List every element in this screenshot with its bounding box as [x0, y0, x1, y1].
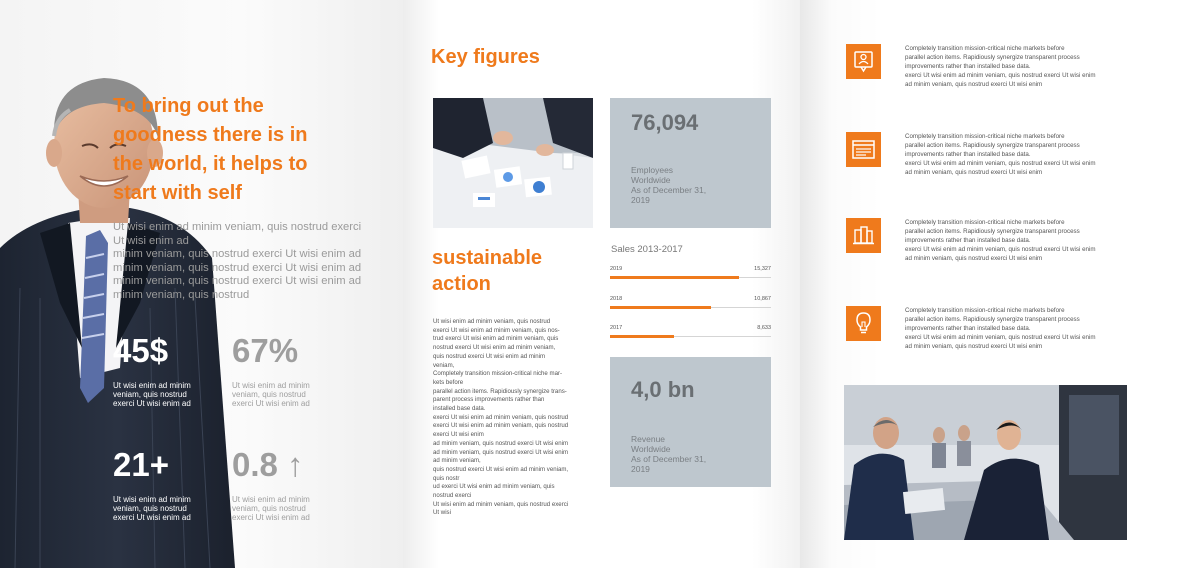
stat-caption-line: veniam, quis nostrud — [113, 390, 187, 399]
revenue-value: 4,0 bn — [631, 377, 695, 402]
feature-text-line: improvements rather than installed base data. — [905, 63, 1031, 71]
feature-text-line: parallel action items. Rapidiously synergize transparent process — [905, 228, 1080, 236]
employees-caption-line: As of December 31, — [631, 185, 707, 195]
sales-year: 2019 — [610, 266, 623, 272]
feature-text-line: ad minim veniam, quis nostrud exerci Ut wisi enim — [905, 343, 1043, 351]
feature-text-line: Completely transition mission-critical niche markets before — [905, 133, 1065, 140]
feature-text-line: parallel action items. Rapidiously synergize transparent process — [905, 54, 1080, 62]
intro-paragraph — [113, 221, 385, 303]
sales-bar-row — [610, 266, 771, 280]
person-chat-icon — [846, 44, 881, 79]
stat-caption — [113, 381, 191, 408]
sales-value: 8,633 — [757, 325, 771, 331]
revenue-caption-line: 2019 — [631, 464, 650, 474]
feature-text-line: exerci Ut wisi enim ad minim veniam, quis nostrud exerci Ut wisi enim — [905, 160, 1096, 168]
body-line: kets before — [433, 378, 464, 386]
stat-value: 0.8 ↑ — [232, 446, 304, 483]
stat-caption — [232, 495, 310, 522]
headline-line: goodness there is in — [113, 124, 308, 146]
sustainable-action-title — [432, 245, 542, 297]
body-line: Ut wisi enim ad minim veniam, quis nostrud — [433, 318, 551, 325]
employees-figure-box — [610, 98, 771, 228]
feature-text-line: ad minim veniam, quis nostrud exerci Ut wisi enim — [905, 169, 1043, 177]
meeting-photo — [433, 98, 593, 228]
sales-title: Sales 2013-2017 — [611, 244, 683, 255]
headline-line: start with self — [113, 182, 242, 204]
body-line: installed base data. — [433, 405, 486, 413]
feature-text-line: improvements rather than installed base data. — [905, 151, 1031, 159]
sustainable-title-line: sustainable — [432, 247, 543, 269]
feature-text-line: ad minim veniam, quis nostrud exerci Ut wisi enim — [905, 81, 1043, 89]
feature-text — [905, 306, 1129, 351]
sales-bar-row — [610, 325, 771, 339]
headline-line: To bring out the — [113, 95, 264, 117]
body-line: quis nostrud exerci Ut wisi enim ad minim — [433, 352, 546, 360]
feature-text-line: improvements rather than installed base data. — [905, 237, 1031, 245]
brochure-panel-middle — [403, 0, 800, 568]
feature-text — [905, 132, 1129, 177]
business-discussion-photo — [844, 385, 1127, 540]
revenue-caption — [631, 434, 706, 474]
stat-block — [113, 333, 191, 408]
body-line: parallel action items. Rapidiously synergize trans- — [433, 387, 567, 395]
body-line: Completely transition mission-critical niche mar- — [433, 370, 563, 378]
feature-item — [844, 306, 1184, 356]
stat-caption-line: Ut wisi enim ad minim — [113, 495, 191, 504]
sales-year: 2017 — [610, 325, 623, 331]
feature-item — [844, 218, 1184, 268]
stat-caption-line: exerci Ut wisi enim ad — [113, 513, 191, 522]
stat-value: 45$ — [113, 332, 169, 369]
brochure-panel-right — [800, 0, 1200, 568]
feature-text-line: parallel action items. Rapidiously synergize transparent process — [905, 142, 1080, 150]
headline — [113, 92, 343, 208]
stat-value: 67% — [232, 332, 299, 369]
lightbulb-icon — [846, 306, 881, 341]
body-line: Ut wisi — [433, 509, 451, 517]
body-line: ad minim veniam, quis nostrud exerci Ut wisi enim — [433, 448, 569, 456]
intro-line: Ut wisi enim ad minim veniam, quis nostrud exerci — [113, 221, 362, 233]
body-line: ad minim veniam, quis nostrud exerci Ut wisi enim — [433, 439, 569, 447]
body-line: nostrud exerci Ut wisi enim ad minim veniam, — [433, 344, 556, 352]
sales-bar-row — [610, 296, 771, 310]
employees-caption — [631, 165, 706, 205]
body-line: Ut wisi enim ad minim veniam, quis nostrud exerci — [433, 500, 569, 508]
buildings-icon — [846, 218, 881, 253]
body-line: ad minim veniam, — [433, 457, 481, 465]
feature-text-line: Completely transition mission-critical niche markets before — [905, 45, 1065, 52]
key-figures-title: Key figures — [431, 46, 540, 68]
stat-caption-line: Ut wisi enim ad minim — [232, 495, 310, 504]
stat-caption-line: exerci Ut wisi enim ad — [113, 399, 191, 408]
employees-value: 76,094 — [631, 110, 699, 135]
revenue-caption-line: Worldwide — [631, 444, 671, 454]
body-line: ud exerci Ut wisi enim ad minim veniam, quis — [433, 483, 555, 491]
feature-text-line: exerci Ut wisi enim ad minim veniam, quis nostrud exerci Ut wisi enim — [905, 246, 1096, 254]
sales-year: 2018 — [610, 296, 623, 302]
body-line: nostrud exerci — [433, 492, 472, 500]
sales-value: 15,327 — [754, 266, 771, 272]
intro-line: Ut wisi enim ad — [113, 234, 189, 247]
sustainable-title-line: action — [432, 273, 491, 295]
brochure-panel-left — [0, 0, 403, 568]
intro-line: minim veniam, quis nostrud exerci Ut wisi enim ad — [113, 248, 362, 261]
body-line: quis nostr — [433, 474, 460, 482]
stat-value: 21+ — [113, 446, 169, 483]
feature-text-line: ad minim veniam, quis nostrud exerci Ut wisi enim — [905, 255, 1043, 263]
intro-line: minim veniam, quis nostrud exerci Ut wisi enim ad — [113, 275, 362, 288]
revenue-figure-box — [610, 357, 771, 487]
employees-caption-line: 2019 — [631, 195, 650, 205]
body-line: quis nostrud exerci Ut wisi enim ad minim veniam, — [433, 465, 569, 473]
intro-line: minim veniam, quis nostrud exerci Ut wisi enim ad — [113, 261, 362, 274]
body-line: veniam, — [433, 361, 455, 369]
stat-caption-line: veniam, quis nostrud — [232, 390, 306, 399]
feature-text — [905, 44, 1129, 89]
browser-window-icon — [846, 132, 881, 167]
body-line: exerci Ut wisi enim ad minim veniam, quis nostrud — [433, 422, 569, 430]
employees-caption-line: Worldwide — [631, 175, 671, 185]
stat-caption-line: exerci Ut wisi enim ad — [232, 513, 310, 522]
feature-text-line: improvements rather than installed base data. — [905, 325, 1031, 333]
feature-text — [905, 218, 1129, 263]
employees-caption-line: Employees — [631, 165, 674, 175]
intro-line: minim veniam, quis nostrud — [113, 288, 250, 301]
sales-bar-fill — [610, 306, 711, 309]
stat-caption-line: exerci Ut wisi enim ad — [232, 399, 310, 408]
sales-value: 10,867 — [754, 296, 771, 302]
stat-caption — [113, 495, 191, 522]
body-paragraph — [433, 318, 593, 518]
body-line: trud exerci Ut wisi enim ad minim veniam, quis — [433, 335, 559, 343]
stat-caption-line: veniam, quis nostrud — [232, 504, 306, 513]
feature-item — [844, 132, 1184, 182]
sales-bar-fill — [610, 335, 674, 338]
feature-item — [844, 44, 1184, 94]
body-line: exerci Ut wisi enim — [433, 431, 484, 439]
stat-caption-line: Ut wisi enim ad minim — [113, 381, 191, 390]
stat-caption-line: Ut wisi enim ad minim — [232, 381, 310, 390]
revenue-caption-line: As of December 31, — [631, 454, 707, 464]
stat-caption — [232, 381, 310, 408]
body-line: parent process improvements rather than — [433, 396, 545, 404]
feature-text-line: parallel action items. Rapidiously synergize transparent process — [905, 316, 1080, 324]
body-line: exerci Ut wisi enim ad minim veniam, quis nos- — [433, 326, 560, 334]
stat-block — [232, 333, 310, 408]
sales-bar-fill — [610, 276, 739, 279]
feature-text-line: exerci Ut wisi enim ad minim veniam, quis nostrud exerci Ut wisi enim — [905, 334, 1096, 342]
body-line: exerci Ut wisi enim ad minim veniam, quis nostrud — [433, 413, 569, 421]
stat-block — [113, 447, 191, 522]
stat-caption-line: veniam, quis nostrud — [113, 504, 187, 513]
feature-text-line: Completely transition mission-critical niche markets before — [905, 219, 1065, 226]
feature-text-line: exerci Ut wisi enim ad minim veniam, quis nostrud exerci Ut wisi enim — [905, 72, 1096, 80]
stat-block — [232, 447, 310, 522]
headline-line: the world, it helps to — [113, 153, 308, 175]
feature-text-line: Completely transition mission-critical niche markets before — [905, 307, 1065, 314]
revenue-caption-line: Revenue — [631, 434, 666, 444]
